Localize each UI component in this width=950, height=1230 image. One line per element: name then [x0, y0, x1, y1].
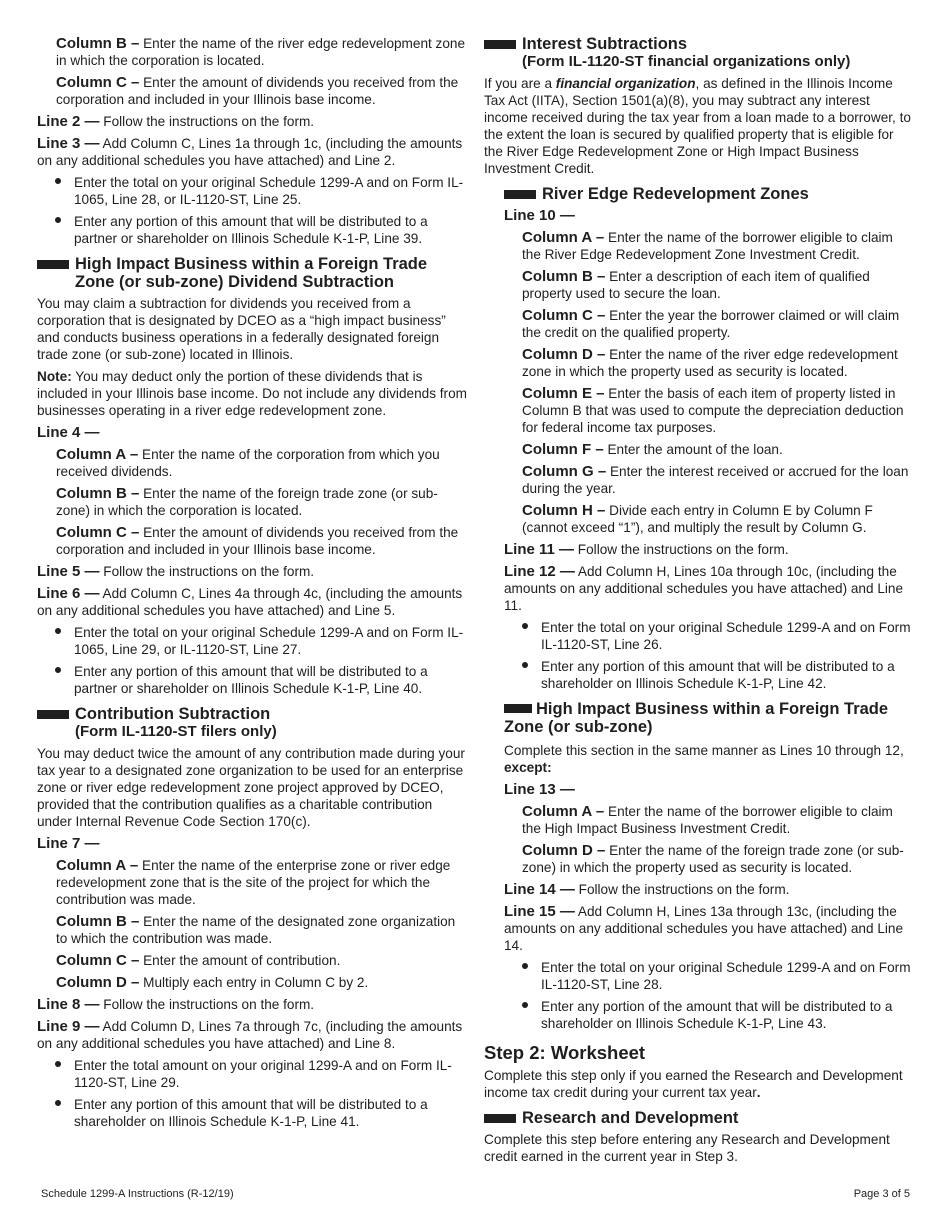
section-bar-icon [37, 710, 69, 719]
column-b-item: Column B – Enter a description of each item of qualified property used to secure the loan. [522, 268, 870, 301]
line-13-label: Line 13 — [504, 781, 575, 798]
section-bar-icon [37, 260, 69, 269]
section-heading-high-impact-foreign-trade: High Impact Business within a Foreign Trade Zone (or sub-zone) [504, 700, 889, 736]
column-g-item: Column G – Enter the interest received or accrued for the loan during the year. [522, 463, 909, 496]
line-3-bullets [37, 174, 467, 247]
bullet-item: Enter the total on your original Schedule 1299-A and on Form IL-1120-ST, Line 28. [541, 959, 914, 993]
column-d-item: Column D – Enter the name of the foreign trade zone (or sub-zone) in which the property used as security is located. [522, 842, 904, 875]
section-heading-high-impact-dividend: High Impact Business within a Foreign Trade Zone (or sub-zone) Dividend Subtraction [37, 255, 467, 291]
column-f-item: Column F – Enter the amount of the loan. [522, 441, 783, 458]
column-e-item: Column E – Enter the basis of each item of property listed in Column B that was used to compute the depreciation deduction for federal income tax purposes. [522, 385, 904, 435]
line-4-label: Line 4 — [37, 424, 100, 441]
line-3-item: Line 3 — Add Column C, Lines 1a through 1c, (including the amounts on any additional schedules you have attached) and Line 2. [37, 135, 463, 168]
column-c-item: Column C – Enter the amount of contribution. [56, 952, 341, 969]
column-b-item: Column B – Enter the name of the designated zone organization to which the contribution was made. [56, 913, 456, 946]
column-a-item: Column A – Enter the name of the enterprise zone or river edge redevelopment zone that is the site of the project for which the contribution was made. [56, 857, 451, 907]
section-heading-contribution: Contribution Subtraction (Form IL-1120-ST filers only) [37, 705, 467, 741]
line-8-item: Line 8 — Follow the instructions on the form. [37, 996, 315, 1013]
bullet-item: Enter any portion of the amount that will be distributed to a shareholder on Illinois Schedule K-1-P, Line 43. [541, 998, 914, 1032]
bullet-item: Enter the total on your original Schedule 1299-A and on Form IL-1065, Line 29, or IL-1120-ST, Line 27. [74, 624, 467, 658]
line-5-item: Line 5 — Follow the instructions on the form. [37, 563, 315, 580]
bullet-item: Enter any portion of this amount that will be distributed to a shareholder on Illinois Schedule K-1-P, Line 41. [74, 1096, 467, 1130]
line-6-item: Line 6 — Add Column C, Lines 4a through 4c, (including the amounts on any additional schedules you have attached) and Line 5. [37, 585, 463, 618]
footer-page-number: Page 3 of 5 [853, 1188, 910, 1200]
line-15-bullets [504, 959, 914, 1032]
line-12-item: Line 12 — Add Column H, Lines 10a through 10c, (including the amounts on any additional schedules you have attached) and Line 11. [504, 563, 904, 613]
section-bar-icon [504, 190, 536, 199]
note: Note: You may deduct only the portion of these dividends that is included in your Illinois base income. Do not include any dividends from businesses operating in a river edge redevelopment zone. [37, 369, 467, 418]
bullet-item: Enter any portion of this amount that will be distributed to a partner or shareholder on Illinois Schedule K-1-P, Line 39. [74, 213, 467, 247]
right-column [484, 35, 914, 1170]
column-c-item: Column C – Enter the year the borrower claimed or will claim the credit on the qualified property. [522, 307, 900, 340]
line-10-label: Line 10 — [504, 207, 575, 224]
step-2-heading: Step 2: Worksheet [484, 1042, 646, 1063]
line-10-columns [504, 229, 914, 1032]
bullet-item: Enter any portion of this amount that will be distributed to a shareholder on Illinois Schedule K-1-P, Line 42. [541, 658, 914, 692]
line-15-item: Line 15 — Add Column H, Lines 13a through 13c, (including the amounts on any additional schedules you have attached) and Line 14. [504, 903, 904, 953]
paragraph: Complete this step before entering any Research and Development credit earned in the current year in Step 3. [484, 1132, 890, 1164]
section-bar-icon [484, 40, 516, 49]
line-12-bullets [504, 619, 914, 692]
bullet-item: Enter the total amount on your original 1299-A and on Form IL-1120-ST, Line 29. [74, 1057, 467, 1091]
column-h-item: Column H – Divide each entry in Column E by Column F (cannot exceed “1”), and multiply the result by Column G. [522, 502, 873, 535]
paragraph: You may deduct twice the amount of any contribution made during your tax year to a designated zone organization to be used for an enterprise zone or river edge redevelopment zone project approved by DCEO, provided that the contribution qualifies as a charitable contribution under Internal Revenue Code Section 170(c). [37, 746, 465, 829]
column-a-item: Column A – Enter the name of the corporation from which you received dividends. [56, 446, 440, 479]
column-c-item: Column C – Enter the amount of dividends you received from the corporation and included in your Illinois base income. [56, 524, 459, 557]
bullet-item: Enter any portion of this amount that will be distributed to a partner or shareholder on Illinois Schedule K-1-P, Line 40. [74, 663, 467, 697]
paragraph: If you are a financial organization, as defined in the Illinois Income Tax Act (IITA), Section 1501(a)(8), you may subtract any interest income received during the tax year from a loan made to a borrower, to the extent the loan is secured by qualified property that is eligible for the River Edge Redevelopment Zone or High Impact Business Investment Credit. [484, 76, 911, 176]
paragraph: Complete this step only if you earned the Research and Development income tax credit during your current tax year. [484, 1068, 903, 1100]
line-11-item: Line 11 — Follow the instructions on the form. [504, 541, 789, 558]
section-bar-icon [504, 704, 532, 713]
line-9-item: Line 9 — Add Column D, Lines 7a through 7c, (including the amounts on any additional schedules you have attached) and Line 8. [37, 1018, 463, 1051]
column-a-item: Column A – Enter the name of the borrower eligible to claim the River Edge Redevelopment Zone Investment Credit. [522, 229, 893, 262]
section-heading-river-edge: River Edge Redevelopment Zones [504, 185, 914, 203]
line-7-label: Line 7 — [37, 835, 100, 852]
column-b-item: Column B – Enter the name of the river edge redevelopment zone in which the corporation is located. [56, 35, 466, 68]
footer-form-id: Schedule 1299-A Instructions (R-12/19) [41, 1188, 234, 1200]
column-b-item: Column B – Enter the name of the foreign trade zone (or sub-zone) in which the corporation is located. [56, 485, 438, 518]
column-a-item: Column A – Enter the name of the borrower eligible to claim the High Impact Business Investment Credit. [522, 803, 893, 836]
left-column [37, 35, 467, 1135]
column-d-item: Column D – Enter the name of the river edge redevelopment zone in which the property used as security is located. [522, 346, 898, 379]
bullet-item: Enter the total on your original Schedule 1299-A and on Form IL-1120-ST, Line 26. [541, 619, 914, 653]
section-bar-icon [484, 1114, 516, 1123]
column-d-item: Column D – Multiply each entry in Column C by 2. [56, 974, 369, 991]
line-14-item: Line 14 — Follow the instructions on the form. [504, 881, 790, 898]
column-c-item: Column C – Enter the amount of dividends you received from the corporation and included in your Illinois base income. [56, 74, 459, 107]
section-heading-research-development: Research and Development [484, 1109, 914, 1127]
line-6-bullets [37, 624, 467, 697]
line-2-item: Line 2 — Follow the instructions on the form. [37, 113, 315, 130]
bullet-item: Enter the total on your original Schedule 1299-A and on Form IL-1065, Line 28, or IL-1120-ST, Line 25. [74, 174, 467, 208]
line-9-bullets [37, 1057, 467, 1130]
paragraph: You may claim a subtraction for dividends you received from a corporation that is designated by DCEO as a “high impact business” and conducts business operations in a federally designated foreign trade zone (or sub-zone) located in Illinois. [37, 296, 446, 362]
paragraph: Complete this section in the same manner as Lines 10 through 12, except: [504, 743, 904, 775]
section-heading-interest-subtractions: Interest Subtractions (Form IL-1120-ST financial organizations only) [484, 35, 914, 71]
